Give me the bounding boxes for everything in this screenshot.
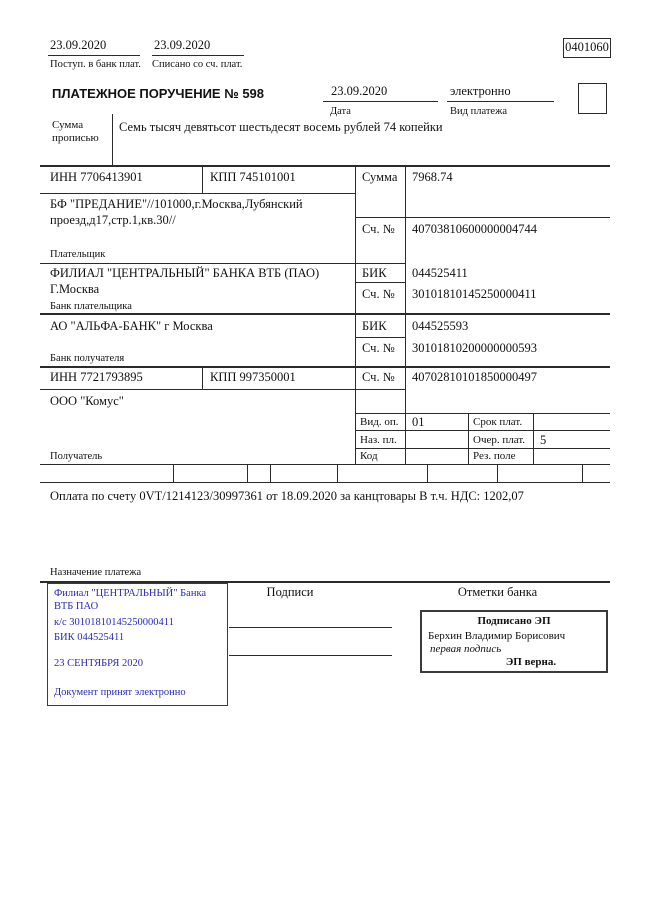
payee-inn: ИНН 7721793895: [50, 370, 143, 384]
divider: [468, 413, 469, 464]
page-title: ПЛАТЕЖНОЕ ПОРУЧЕНИЕ № 598: [52, 86, 265, 101]
signature-line: [229, 627, 392, 628]
divider: [355, 430, 610, 431]
esign-verified: ЭП верна.: [505, 656, 557, 668]
signatures-label: Подписи: [266, 585, 314, 599]
payee-bank-account: 30101810200000000593: [412, 341, 537, 355]
stamp-note: Документ принят электронно: [54, 687, 186, 698]
payer-account: 40703810600000004744: [412, 222, 537, 236]
stamp-corr-account: к/с 30101810145250000411: [54, 617, 174, 628]
divider: [40, 193, 355, 194]
payee-name: ООО "Комус": [50, 394, 124, 408]
divider: [173, 464, 174, 482]
date-received-value: 23.09.2020: [48, 38, 140, 56]
stamp-bik: БИК 044525411: [54, 632, 125, 643]
esign-box: [420, 610, 608, 673]
payee-kpp: КПП 997350001: [210, 370, 296, 384]
payment-purpose-text: Оплата по счету 0VT/1214123/30997361 от 18.09.2020 за канцтовары В т.ч. НДС: 1202,07: [50, 489, 524, 503]
divider: [427, 464, 428, 482]
date-debited-label: Списано со сч. плат.: [152, 59, 243, 70]
payer-inn: ИНН 7706413901: [50, 170, 143, 184]
payee-bank-bik: 044525593: [412, 319, 469, 333]
divider: [202, 366, 203, 389]
payee-bank-name: АО "АЛЬФА-БАНК" г Москва: [50, 319, 213, 333]
op-kind-label: Вид. оп.: [360, 416, 399, 428]
payer-bank-acc-label: Сч. №: [362, 287, 395, 301]
payment-purpose-label: Назначение платежа: [50, 567, 142, 578]
sum-words-value: Семь тысяч девятьсот шестьдесят восемь рублей 74 копейки: [119, 120, 443, 134]
esign-name: Берхин Владимир Борисович: [428, 630, 566, 642]
divider: [40, 263, 405, 264]
divider: [355, 282, 405, 283]
priority-value: 5: [540, 433, 547, 447]
divider: [112, 114, 113, 165]
payer-name: БФ "ПРЕДАНИЕ"//101000,г.Москва,Лубянский проезд,д17,стр.1,кв.30//: [50, 197, 303, 227]
divider: [355, 448, 610, 449]
divider: [337, 464, 338, 482]
op-kind-value: 01: [412, 415, 425, 429]
payment-kind-value: электронно: [447, 84, 554, 102]
sum-value: 7968.74: [412, 170, 453, 184]
payment-kind-label: Вид платежа: [450, 106, 508, 117]
reserve-field-label: Рез. поле: [473, 450, 516, 462]
divider: [533, 413, 534, 464]
date-debited-value: 23.09.2020: [152, 38, 244, 56]
divider: [497, 464, 498, 482]
code-label: Код: [360, 450, 378, 462]
divider: [355, 413, 610, 414]
divider: [247, 464, 248, 482]
due-date-label: Срок плат.: [473, 416, 523, 428]
doc-date-label: Дата: [330, 106, 351, 117]
payer-bank-bik: 044525411: [412, 266, 468, 280]
payer-bank-label: Банк плательщика: [50, 301, 132, 312]
divider: [40, 165, 610, 167]
payee-label: Получатель: [50, 451, 103, 462]
payer-label: Плательщик: [50, 249, 106, 260]
divider: [270, 464, 271, 482]
payee-bank-label: Банк получателя: [50, 353, 125, 364]
esign-kind: первая подпись: [430, 643, 502, 655]
doc-date-value: 23.09.2020: [323, 84, 438, 102]
payer-kpp: КПП 745101001: [210, 170, 296, 184]
divider: [40, 464, 610, 465]
divider: [355, 337, 405, 338]
payer-bank-account: 30101810145250000411: [412, 287, 537, 301]
payer-bank-bik-label: БИК: [362, 266, 387, 280]
stamp-date: 23 СЕНТЯБРЯ 2020: [54, 658, 143, 669]
divider: [202, 165, 203, 193]
divider: [40, 482, 610, 483]
esign-title: Подписано ЭП: [477, 615, 551, 627]
payer-bank-name: ФИЛИАЛ "ЦЕНТРАЛЬНЫЙ" БАНКА ВТБ (ПАО) Г.Москва: [50, 266, 320, 296]
bank-marks-label: Отметки банка: [457, 585, 538, 599]
divider: [405, 165, 406, 464]
payee-account: 40702810101850000497: [412, 370, 537, 384]
stamp-bank-name: Филиал "ЦЕНТРАЛЬНЫЙ" Банка ВТБ ПАО: [54, 588, 207, 612]
status-box: [578, 83, 607, 114]
payee-account-label: Сч. №: [362, 370, 395, 384]
divider: [582, 464, 583, 482]
priority-label: Очер. плат.: [473, 434, 526, 446]
signature-line: [229, 655, 392, 656]
divider: [40, 389, 405, 390]
form-code-box: 0401060: [563, 38, 611, 58]
payee-bank-bik-label: БИК: [362, 319, 387, 333]
date-received-label: Поступ. в банк плат.: [50, 59, 141, 70]
divider: [355, 217, 610, 218]
divider: [355, 165, 356, 464]
divider: [40, 366, 610, 368]
sum-label: Сумма: [362, 170, 398, 184]
bank-stamp-box: [47, 583, 228, 706]
purpose-code-label: Наз. пл.: [360, 434, 397, 446]
payer-account-label: Сч. №: [362, 222, 395, 236]
payee-bank-acc-label: Сч. №: [362, 341, 395, 355]
sum-words-label: Сумма прописью: [52, 119, 99, 145]
